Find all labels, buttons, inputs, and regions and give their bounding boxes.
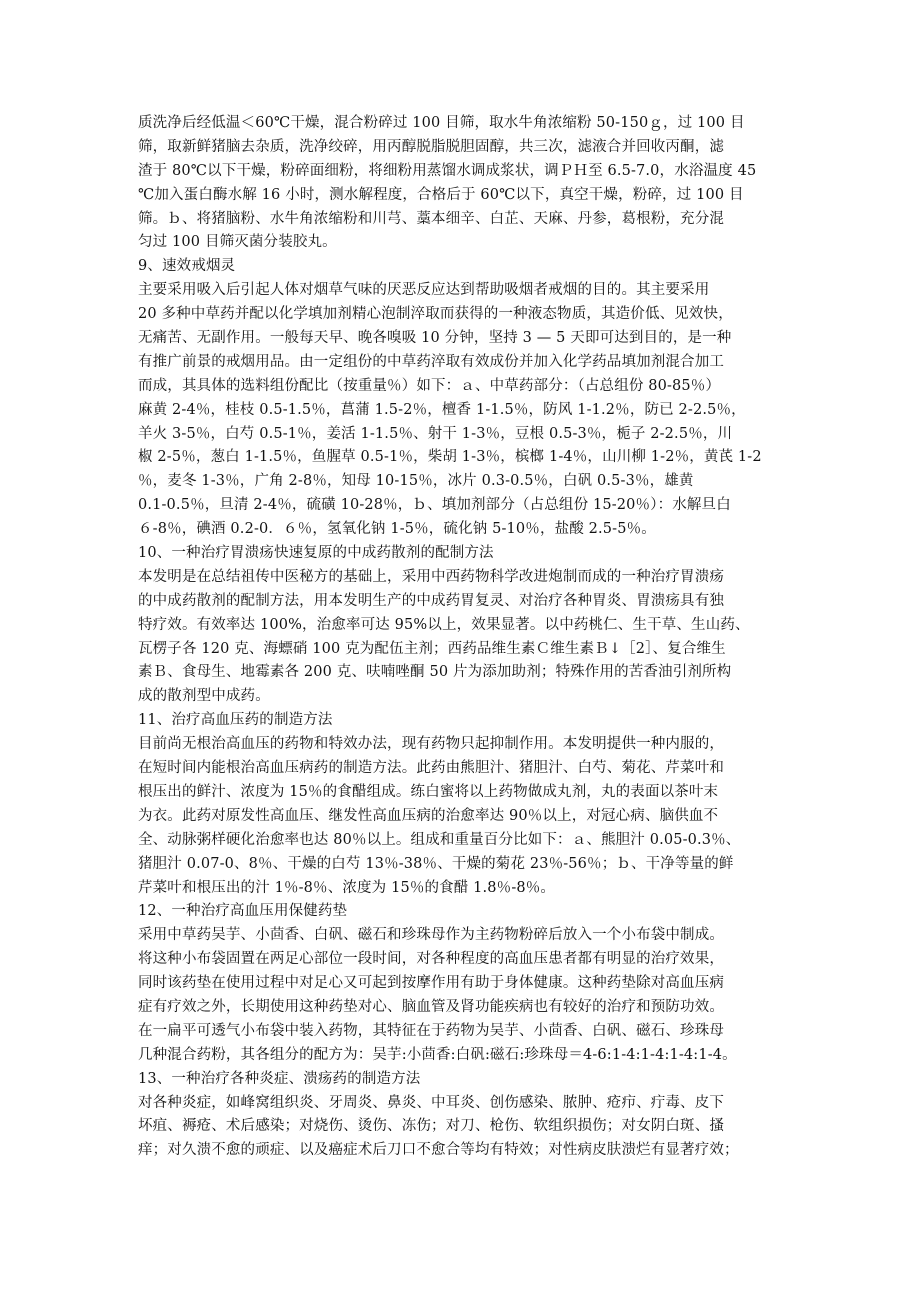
text-line: 几种混合药粉，其各组分的配方为：吴芋:小茴香:白矾:磁石:珍珠母＝4-6:1-4:1-4:1-4:1-4。: [138, 1046, 737, 1063]
text-line: 素Ｂ、食母生、地霉素各 200 克、呋喃唑酮 50 片为添加助剂；特殊作用的苦香油引剂所构: [138, 664, 732, 681]
text-line: 在短时间内能根治高血压病药的制造方法。此药由熊胆汁、猪胆汁、白芍、菊花、芹菜叶和: [138, 760, 724, 777]
text-line: 的中成药散剂的配制方法，用本发明生产的中成药胃复灵、对治疗各种胃炎、胃溃疡具有独: [138, 592, 724, 609]
text-line: 瓦楞子各 120 克、海螵硝 100 克为配伍主剂；西药品维生素Ｃ维生素Ｂ↓［2］、复合维生: [138, 640, 726, 657]
text-line: 9、速效戒烟灵: [138, 258, 236, 275]
text-line: 坏疽、褥疮、术后感染；对烧伤、烫伤、冻伤；对刀、枪伤、软组织损伤；对女阴白斑、搔: [138, 1118, 724, 1135]
text-line: 全、动脉粥样硬化治愈率也达 80％以上。组成和重量百分比如下：ａ、熊胆汁 0.05-0.3％、: [138, 831, 741, 848]
document-text-body: [138, 112, 820, 1163]
text-line: 20 多种中草药并配以化学填加剂精心泡制淬取而获得的一种液态物质，其造价低、见效快，: [138, 306, 733, 323]
text-line: ％，麦冬 1-3％，广角 2-8％，知母 10-15％，冰片 0.3-0.5％，白矾 0.5-3％，雄黄: [138, 473, 694, 490]
text-line: 根压出的鲜汁、浓度为 15％的食醋组成。练白蜜将以上药物做成丸剂，丸的表面以茶叶末: [138, 783, 719, 800]
text-line: 成的散剂型中成药。: [138, 688, 270, 705]
text-line: 10、一种治疗胃溃疡快速复原的中成药散剂的配制方法: [138, 545, 494, 562]
text-line: 渣于 80℃以下干燥，粉碎面细粉，将细粉用蒸馏水调成浆状，调ＰＨ至 6.5-7.0，水浴温度 45: [138, 162, 757, 179]
text-line: 11、治疗高血压药的制造方法: [138, 712, 333, 729]
text-line: 目前尚无根治高血压的药物和特效办法，现有药物只起抑制作用。本发明提供一种内服的，: [138, 736, 724, 753]
text-line: 本发明是在总结祖传中医秘方的基础上，采用中西药物科学改进炮制而成的一种治疗胃溃疡: [138, 568, 724, 585]
text-line: 无痛苦、无副作用。一般每天早、晚各嗅吸 10 分钟，坚持 3 — 5 天即可达到目的，是一种: [138, 330, 732, 347]
text-line: 12、一种治疗高血压用保健药垫: [138, 903, 348, 920]
text-line: 为衣。此药对原发性高血压、继发性高血压病的治愈率达 90％以上，对冠心病、脑供血不: [138, 807, 719, 824]
text-line: 芹菜叶和根压出的汁 1％-8％、浓度为 15％的食醋 1.8％-8％。: [138, 879, 556, 896]
text-line: 症有疗效之外，长期使用这种药垫对心、脑血管及肾功能疾病也有较好的治疗和预防功效。: [138, 998, 724, 1015]
text-line: 椒 2-5％，葱白 1-1.5％，鱼腥草 0.5-1％，柴胡 1-3％，槟榔 1-4％，山川柳 1-2％，黄芪 1-2: [138, 449, 762, 466]
text-line: 筛。ｂ、将猪脑粉、水牛角浓缩粉和川芎、藁本细辛、白芷、天麻、丹参，葛根粉，充分混: [138, 210, 724, 227]
text-line: 痒；对久溃不愈的顽症、以及癌症术后刀口不愈合等均有特效；对性病皮肤溃烂有显著疗效；: [138, 1142, 739, 1159]
text-line: 猪胆汁 0.07-0、8％、干燥的白芍 13％-38％、干燥的菊花 23％-56％；ｂ、干净等量的鲜: [138, 855, 734, 872]
text-line: 质洗净后经低温＜60℃干燥，混合粉碎过 100 目筛，取水牛角浓缩粉 50-150ｇ，过 100 目: [138, 115, 745, 131]
text-line: 而成，其具体的选料组份配比（按重量％）如下：ａ、中草药部分：（占总组份 80-85％）: [138, 377, 721, 394]
text-line: 对各种炎症，如峰窝组织炎、牙周炎、鼻炎、中耳炎、创伤感染、脓肿、疮疖、疔毒、皮下: [138, 1094, 724, 1111]
text-line: 羊火 3-5％，白芍 0.5-1％，姜活 1-1.5％、射干 1-3％，豆根 0.5-3％，栀子 2-2.5％，川: [138, 425, 733, 442]
text-line: 13、一种治疗各种炎症、溃疡药的制造方法: [138, 1070, 421, 1087]
text-line: 0.1-0.5％，旦清 2-4％，硫磺 10-28％，ｂ、填加剂部分（占总组份 15-20％）：水解旦白: [138, 497, 731, 514]
text-line: 有推广前景的戒烟用品。由一定组份的中草药淬取有效成份并加入化学药品填加剂混合加工: [138, 353, 724, 370]
text-line: 特疗效。有效率达 100%，治愈率可达 95%以上，效果显著。以中药桃仁、生干草、生山药、: [138, 616, 750, 633]
text-line: 在一扁平可透气小布袋中装入药物，其特征在于药物为吴芋、小茴香、白矾、磁石、珍珠母: [138, 1022, 724, 1039]
text-line: 筛，取新鲜猪脑去杂质，洗净绞碎，用丙醇脱脂脱胆固醇，共三次，滤液合并回收丙酮，滤: [138, 138, 724, 155]
text-line: ℃加入蛋白酶水解 16 小时，测水解程度，合格后于 60℃以下，真空干燥，粉碎，过 100 目: [138, 186, 744, 203]
text-line: 同时该药垫在使用过程中对足心又可起到按摩作用有助于身体健康。这种药垫除对高血压病: [138, 975, 724, 992]
text-line: 主要采用吸入后引起人体对烟草气味的厌恶反应达到帮助吸烟者戒烟的目的。其主要采用: [138, 282, 710, 299]
text-line: 麻黄 2-4％，桂枝 0.5-1.5％，菖蒲 1.5-2％，檀香 1-1.5％，防风 1-1.2％，防已 2-2.5％，: [138, 401, 746, 418]
text-line: 将这种小布袋固置在两足心部位一段时间，对各种程度的高血压患者都有明显的治疗效果，: [138, 951, 724, 968]
text-line: 匀过 100 目筛灭菌分装胶丸。: [138, 234, 337, 251]
text-line: 采用中草药吴芋、小茴香、白矾、磁石和珍珠母作为主药物粉碎后放入一个小布袋中制成。: [138, 927, 724, 944]
text-line: ６-8％，碘酒 0.2-0．６％，氢氧化钠 1-5％，硫化钠 5-10％，盐酸 2.5-5％。: [138, 521, 656, 538]
